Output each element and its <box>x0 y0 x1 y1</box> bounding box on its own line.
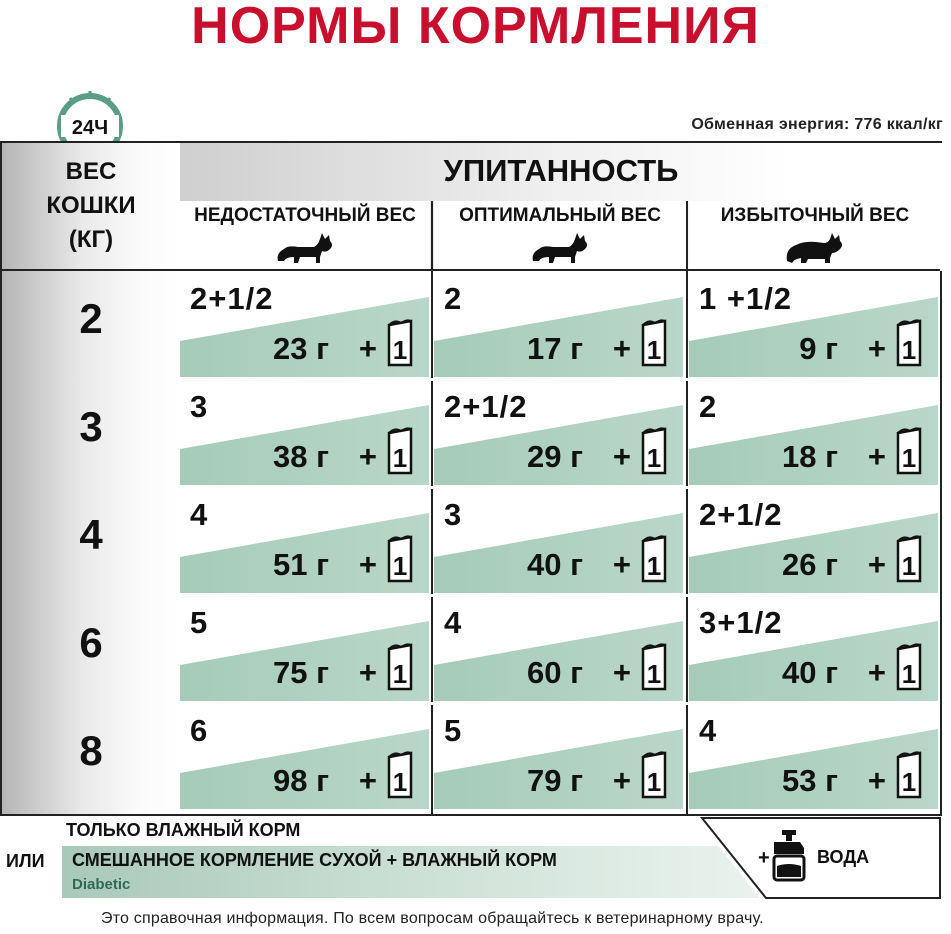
pouch-count: 1 <box>901 659 917 689</box>
pouch-icon <box>894 641 924 691</box>
pouch-quantity: 2 <box>444 281 463 316</box>
table-cell <box>689 597 938 701</box>
feeding-table <box>0 141 942 816</box>
pouch-count: 1 <box>901 551 917 581</box>
plus-sign: + <box>867 655 886 690</box>
pouch-icon <box>385 533 415 583</box>
pouch-count: 1 <box>646 659 662 689</box>
weight-value: 4 <box>79 511 103 558</box>
pouch-icon <box>639 749 669 799</box>
table-cell <box>180 705 429 809</box>
mixed-feeding-label: СМЕШАННОЕ КОРМЛЕНИЕ СУХОЙ + ВЛАЖНЫЙ КОРМ <box>72 850 557 870</box>
table-cell <box>689 489 938 593</box>
weight-value: 2 <box>79 295 103 342</box>
pouch-count: 1 <box>392 659 408 689</box>
header-divider <box>2 269 940 271</box>
plus-sign: + <box>867 763 886 798</box>
plus-sign: + <box>358 763 377 798</box>
dry-food-grams: 38 г <box>272 439 329 474</box>
dry-food-grams: 17 г <box>526 331 583 366</box>
pouch-icon <box>385 749 415 799</box>
weight-header-line-2: КОШКИ <box>46 192 136 219</box>
table-cell <box>180 489 429 593</box>
pouch-icon <box>639 317 669 367</box>
energy-label: Обменная энергия: 776 ккал/кг <box>691 116 943 133</box>
pouch-icon <box>639 641 669 691</box>
col-header-optimal <box>434 201 686 271</box>
col-header-underweight <box>180 201 430 271</box>
col-header-label: НЕДОСТАТОЧНЫЙ ВЕС <box>194 205 416 226</box>
pouch-quantity: 3 <box>444 497 463 532</box>
plus-sign: + <box>612 331 631 366</box>
dry-food-grams: 75 г <box>272 655 329 690</box>
table-cell <box>434 273 683 377</box>
pouch-icon <box>894 749 924 799</box>
pouch-count: 1 <box>392 443 408 473</box>
col-divider-2 <box>686 201 688 814</box>
plus-sign: + <box>867 331 886 366</box>
pouch-quantity: 5 <box>190 605 209 640</box>
pouch-icon <box>385 425 415 475</box>
dry-food-grams: 40 г <box>781 655 838 690</box>
pouch-icon <box>385 641 415 691</box>
pouch-quantity: 2+1/2 <box>190 281 274 316</box>
table-cell <box>180 381 429 485</box>
plus-sign: + <box>358 655 377 690</box>
cat-silhouette-icon <box>784 231 846 265</box>
col-header-label: ИЗБЫТОЧНЫЙ ВЕС <box>720 205 910 226</box>
pouch-count: 1 <box>392 335 408 365</box>
cat-silhouette-icon <box>274 231 336 265</box>
table-cell <box>689 273 938 377</box>
pouch-quantity: 2 <box>699 389 718 424</box>
dry-food-grams: 53 г <box>781 763 838 798</box>
pouch-count: 1 <box>901 335 917 365</box>
pouch-icon <box>894 317 924 367</box>
pouch-count: 1 <box>646 551 662 581</box>
plus-sign: + <box>612 763 631 798</box>
pouch-quantity: 3 <box>190 389 209 424</box>
wet-only-label: ТОЛЬКО ВЛАЖНЫЙ КОРМ <box>66 820 301 840</box>
col-header-overweight <box>690 201 940 271</box>
dry-food-grams: 79 г <box>526 763 583 798</box>
pouch-icon <box>639 533 669 583</box>
pouch-icon <box>894 425 924 475</box>
pouch-count: 1 <box>901 443 917 473</box>
dry-food-grams: 29 г <box>526 439 583 474</box>
table-cell <box>434 381 683 485</box>
pouch-icon <box>385 317 415 367</box>
table-cell <box>689 705 938 809</box>
weight-value: 6 <box>79 619 103 666</box>
table-cell <box>434 489 683 593</box>
weight-header <box>2 155 180 257</box>
table-cell <box>689 381 938 485</box>
plus-sign: + <box>612 439 631 474</box>
pouch-quantity: 2+1/2 <box>444 389 528 424</box>
dry-food-grams: 40 г <box>526 547 583 582</box>
condition-header: УПИТАННОСТЬ <box>443 153 679 188</box>
table-cell <box>434 705 683 809</box>
pouch-quantity: 1 +1/2 <box>699 281 793 316</box>
plus-sign: + <box>867 439 886 474</box>
disclaimer: Это справочная информация. По всем вопросам обращайтесь к ветеринарному врачу. <box>101 910 764 927</box>
plus-sign: + <box>612 547 631 582</box>
table-cell <box>180 273 429 377</box>
plus-sign: + <box>358 331 377 366</box>
pouch-icon <box>639 425 669 475</box>
table-cell <box>180 597 429 701</box>
clock-label: 24Ч <box>71 117 109 139</box>
pouch-quantity: 4 <box>190 497 209 532</box>
svg-text:+: + <box>758 847 770 869</box>
pouch-count: 1 <box>392 551 408 581</box>
table-cell <box>434 597 683 701</box>
weight-header-line-1: ВЕС <box>65 158 117 185</box>
or-label: ИЛИ <box>6 851 45 871</box>
product-name: Diabetic <box>72 876 131 893</box>
pouch-count: 1 <box>646 767 662 797</box>
plus-sign: + <box>612 655 631 690</box>
plus-sign: + <box>867 547 886 582</box>
dry-food-grams: 23 г <box>272 331 329 366</box>
pouch-count: 1 <box>392 767 408 797</box>
dry-food-grams: 51 г <box>272 547 329 582</box>
weight-value: 3 <box>79 403 103 450</box>
plus-sign: + <box>358 439 377 474</box>
dry-food-grams: 18 г <box>781 439 838 474</box>
pouch-count: 1 <box>901 767 917 797</box>
pouch-count: 1 <box>646 335 662 365</box>
dry-food-grams: 9 г <box>799 331 838 366</box>
pouch-quantity: 2+1/2 <box>699 497 783 532</box>
dry-food-grams: 26 г <box>781 547 838 582</box>
water-label: ВОДА <box>817 847 870 867</box>
weight-header-line-3: (КГ) <box>68 226 114 253</box>
dry-food-grams: 60 г <box>526 655 583 690</box>
col-header-label: ОПТИМАЛЬНЫЙ ВЕС <box>459 205 661 226</box>
pouch-icon <box>894 533 924 583</box>
pouch-quantity: 4 <box>699 713 718 748</box>
cat-silhouette-icon <box>529 231 591 265</box>
dry-food-grams: 98 г <box>272 763 329 798</box>
pouch-quantity: 5 <box>444 713 463 748</box>
plus-sign: + <box>358 547 377 582</box>
pouch-quantity: 4 <box>444 605 463 640</box>
page-title: НОРМЫ КОРМЛЕНИЯ <box>191 0 760 55</box>
pouch-quantity: 6 <box>190 713 209 748</box>
col-divider-1 <box>431 201 433 814</box>
pouch-quantity: 3+1/2 <box>699 605 783 640</box>
pouch-count: 1 <box>646 443 662 473</box>
weight-value: 8 <box>79 727 103 774</box>
